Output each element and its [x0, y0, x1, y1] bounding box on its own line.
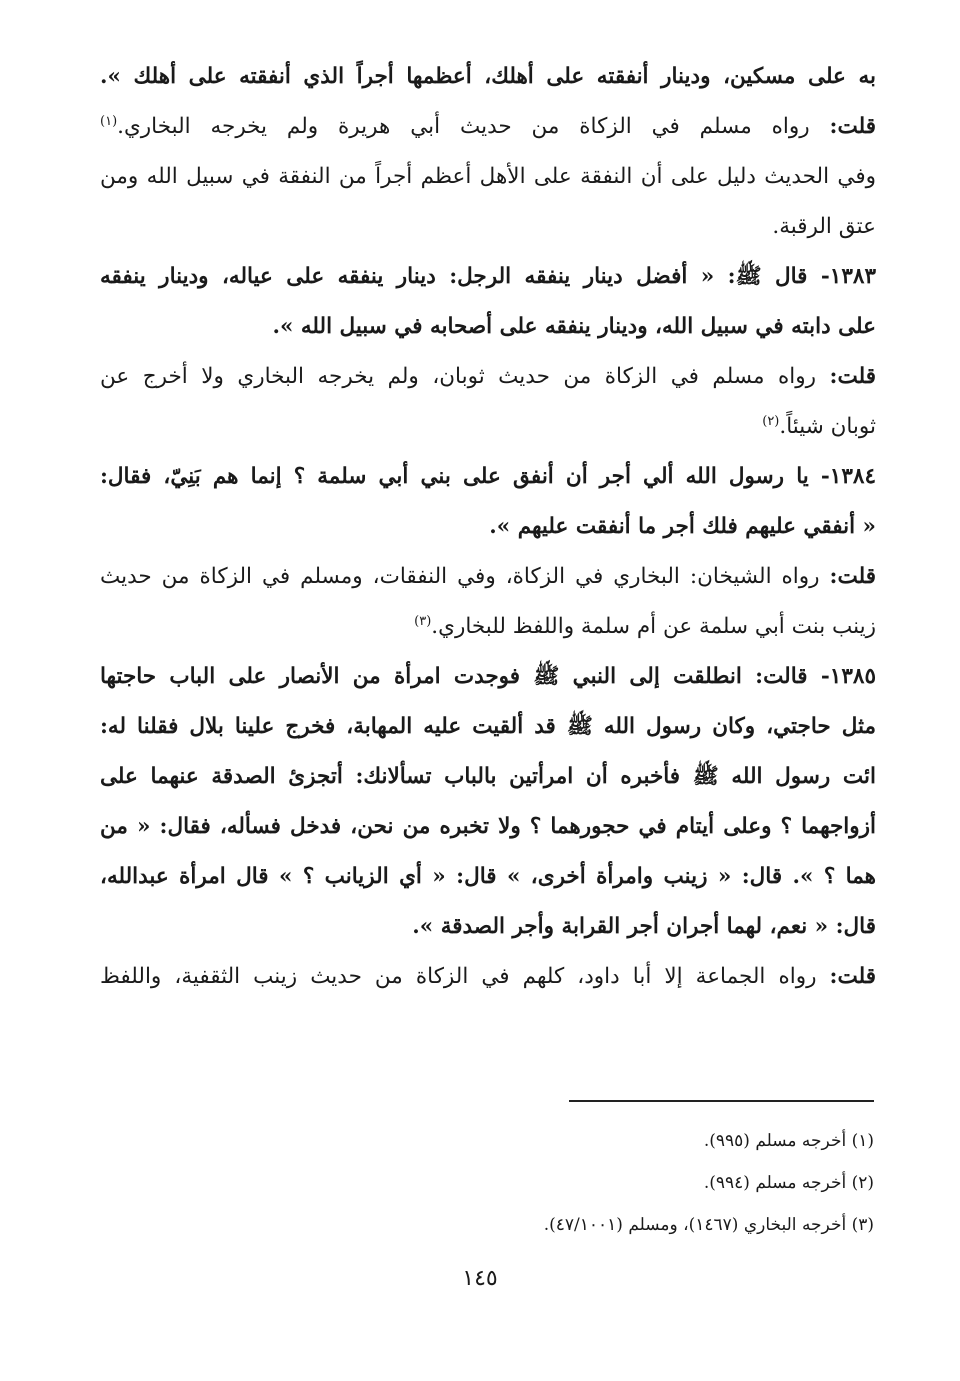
footnote-ref: (١) [100, 113, 118, 129]
commentary-line [100, 102, 876, 152]
commentary-line [100, 602, 876, 652]
commentary-text: رواه الشيخان: البخاري في الزكاة، وفي النفقات، ومسلم في الزكاة من حديث [100, 564, 830, 589]
hadith-1385-line: قال: « نعم، لهما أجران أجر القرابة وأجر الصدقة ». [412, 914, 876, 939]
hadith-1383-line: ١٣٨٣- قال ﷺ: « أفضل دينار ينفقه الرجل: دينار ينفقه على عياله، ودينار ينفقه [100, 264, 876, 289]
commentary-line [100, 952, 876, 1002]
commentary-text: ثوبان شيئاً. [779, 414, 876, 439]
qultu-label: قلت: [829, 364, 876, 389]
footnote-separator [569, 1100, 874, 1102]
qultu-label: قلت: [829, 964, 876, 989]
hadith-1383-line: على دابته في سبيل الله، ودينار ينفقه على أصحابه في سبيل الله ». [272, 314, 876, 339]
hadith-1385-line: ١٣٨٥- قالت: انطلقت إلى النبي ﷺ فوجدت امرأة من الأنصار على الباب حاجتها [100, 664, 876, 689]
hadith-1385-line: ائت رسول الله ﷺ فأخبره أن امرأتين بالباب تسألانك: أتجزئ الصدقة عنهما على [100, 764, 876, 789]
commentary-text: رواه مسلم في الزكاة من حديث أبي هريرة ولم يخرجه البخاري. [117, 114, 830, 139]
hadith-1385-line: أزواجهما ؟ وعلى أيتام في حجورهما ؟ ولا تخبره من نحن، فدخل فسأله، فقال: « من [100, 814, 876, 839]
commentary-line [100, 352, 876, 402]
commentary-line [100, 402, 876, 452]
commentary-text: رواه الجماعة إلا أبا داود، كلهم في الزكاة من حديث زينب الثقفية، واللفظ [100, 964, 830, 989]
commentary-line [100, 552, 876, 602]
footnote-ref: (٢) [762, 413, 780, 429]
commentary-text: رواه مسلم في الزكاة من حديث ثوبان، ولم يخرجه البخاري ولا أخرج عن [100, 364, 830, 389]
commentary-line: وفي الحديث دليل على أن النفقة على الأهل أعظم أجراً من النفقة في سبيل الله ومن [100, 164, 876, 189]
hadith-1385-line: مثل حاجتي، وكان رسول الله ﷺ قد ألقيت عليه المهابة، فخرج علينا بلال فقلنا له: [100, 714, 877, 739]
hadith-text-line: به على مسكين، ودينار أنفقته على أهلك، أعظمها أجراً الذي أنفقته على أهلك ». [100, 64, 876, 89]
page-body [100, 52, 876, 1002]
hadith-1384-line: ١٣٨٤- يا رسول الله ألي أجر أن أنفق على بني أبي سلمة ؟ إنما هم بَنِيّ، فقال: [100, 464, 876, 489]
footnote: (٢) أخرجه مسلم (٩٩٤). [703, 1173, 874, 1193]
footnote: (١) أخرجه مسلم (٩٩٥). [703, 1131, 874, 1151]
footnote-ref: (٣) [414, 613, 432, 629]
footnotes [454, 1120, 874, 1246]
qultu-label: قلت: [829, 114, 876, 139]
hadith-1384-line: « أنفقي عليهم فلك أجر ما أنفقت عليهم ». [489, 514, 876, 539]
footnote: (٣) أخرجه البخاري (١٤٦٧)، ومسلم (٤٧/١٠٠١). [543, 1215, 874, 1235]
commentary-line: عتق الرقبة. [772, 214, 876, 239]
qultu-label: قلت: [829, 564, 876, 589]
commentary-text: زينب بنت أبي سلمة عن أم سلمة واللفظ للبخاري. [431, 614, 876, 639]
hadith-1385-line: هما ؟ ». قال: « زينب وامرأة أخرى، » قال: « أي الزيانب ؟ » قال امرأة عبدالله، [100, 864, 876, 889]
page-number: ١٤٥ [462, 1266, 498, 1291]
